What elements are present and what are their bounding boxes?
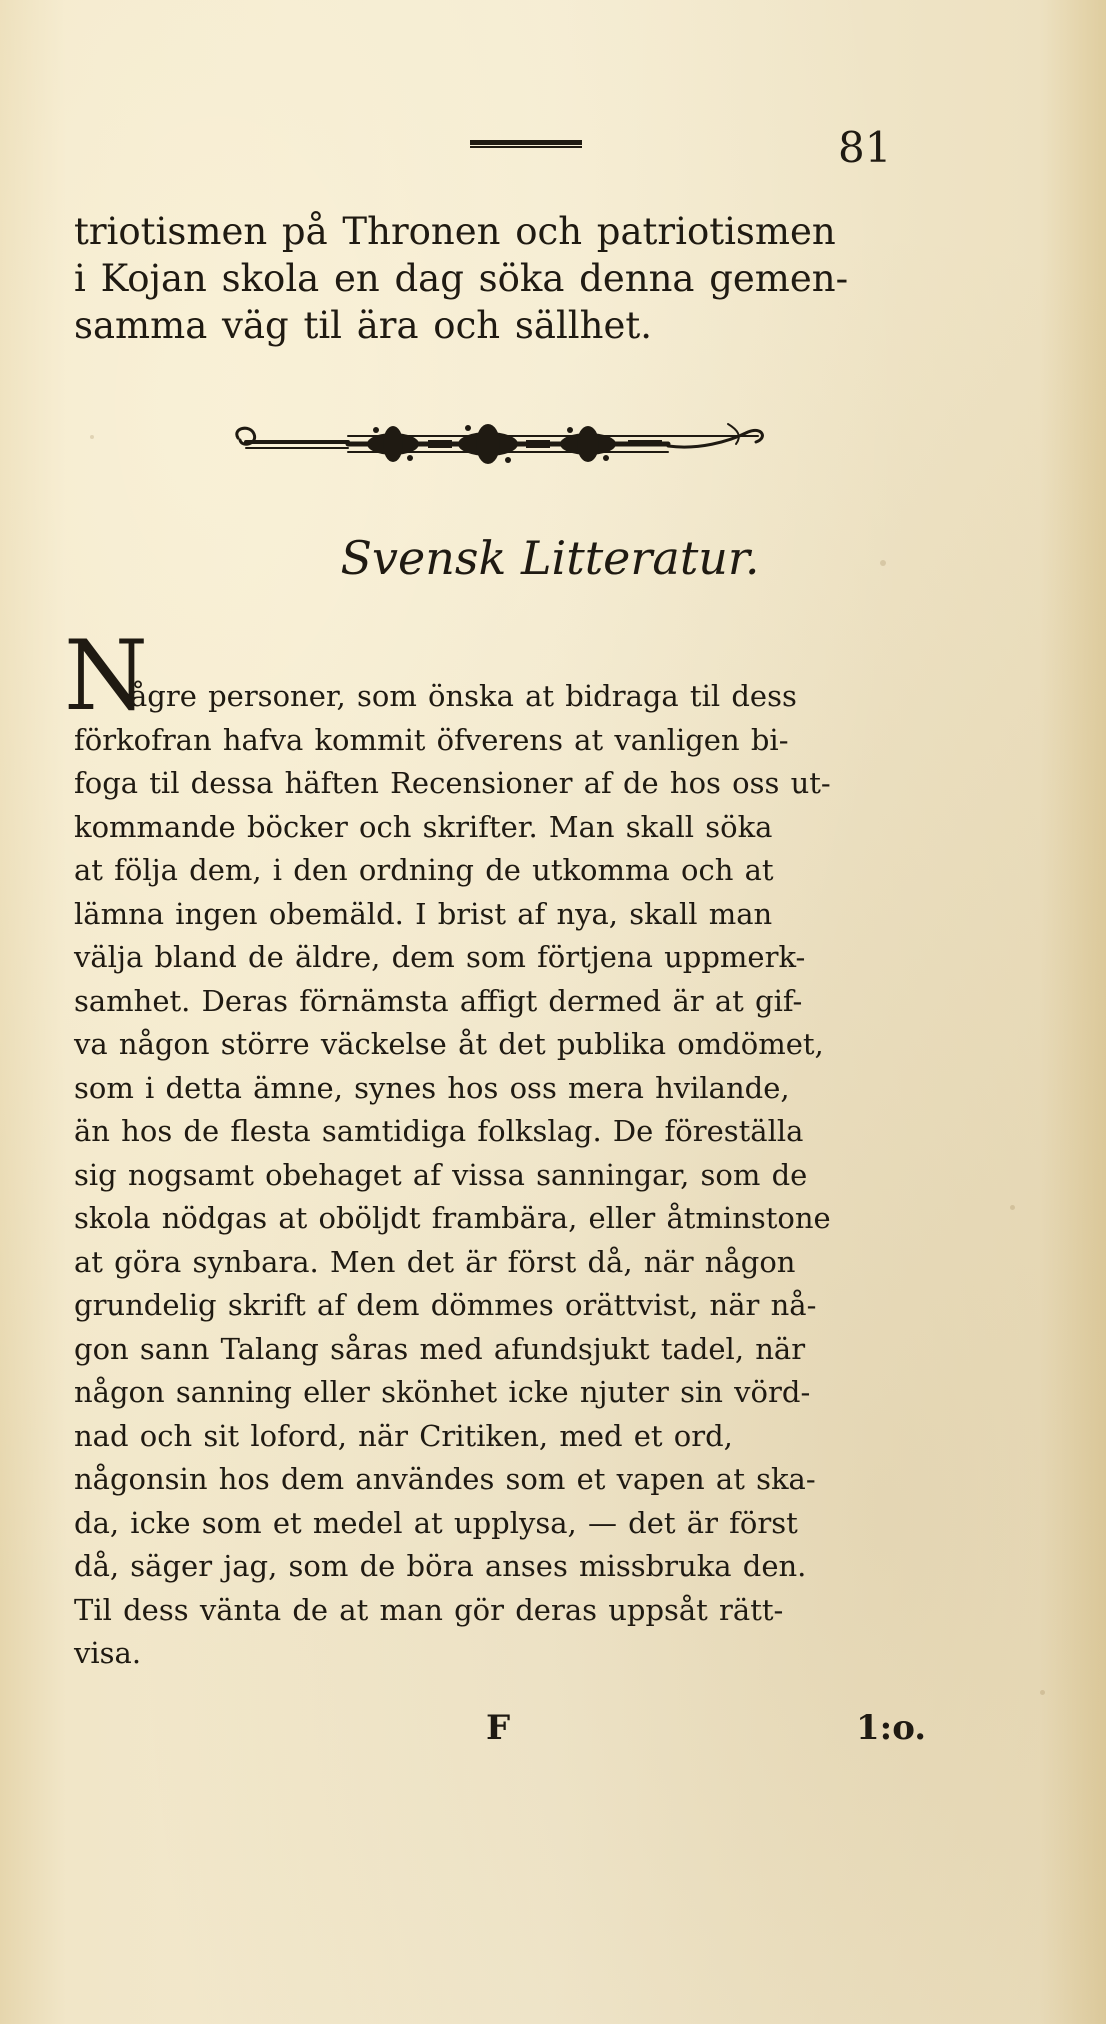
text-line: triotismen på Thronen och patriotismen	[74, 210, 836, 253]
body-paragraph	[74, 675, 954, 1676]
text-line: som i detta ämne, synes hos oss mera hvilande,	[74, 1070, 790, 1105]
text-line: än hos de flesta samtidiga folkslag. De föreställa	[74, 1114, 804, 1148]
paper-stain	[1010, 1205, 1015, 1210]
signature-mark: F	[486, 1708, 511, 1748]
text-line: foga til dessa häften Recensioner af de hos oss ut-	[74, 766, 831, 800]
text-line: at följa dem, i den ordning de utkomma och at	[74, 853, 774, 887]
text-line: i Kojan skola en dag söka denna gemen-	[74, 257, 849, 300]
text-line: visa.	[74, 1636, 142, 1670]
catchword: 1:o.	[856, 1708, 927, 1748]
text-line: gon sann Talang såras med afundsjukt tadel, när	[74, 1331, 806, 1366]
text-line: da, icke som et medel at upplysa, — det är först	[74, 1505, 798, 1540]
intro-paragraph	[74, 208, 848, 349]
text-line: någon sanning eller skönhet icke njuter sin vörd-	[74, 1375, 811, 1409]
text-line: förkofran hafva kommit öfverens at vanligen bi-	[74, 722, 789, 757]
text-line: lämna ingen obemäld. I brist af nya, skall man	[74, 896, 773, 931]
decorative-divider	[228, 418, 778, 468]
text-line: samma väg til ära och sällhet.	[74, 304, 652, 347]
text-line: at göra synbara. Men det är först då, när någon	[74, 1244, 796, 1279]
text-line: då, säger jag, som de böra anses missbruka den.	[74, 1549, 807, 1583]
header-rule	[470, 140, 582, 148]
section-heading: Svensk Litteratur.	[340, 531, 760, 585]
text-line: Til dess vänta de at man gör deras uppsåt rätt-	[74, 1592, 784, 1627]
paper-stain	[90, 435, 94, 439]
paper-stain	[1040, 1690, 1045, 1695]
text-line: sig nogsamt obehaget af vissa sanningar, som de	[74, 1157, 808, 1192]
text-line: kommande böcker och skrifter. Man skall söka	[74, 809, 773, 844]
text-line: välja bland de äldre, dem som förtjena uppmerk-	[74, 940, 806, 974]
text-line: nad och sit loford, när Critiken, med et ord,	[74, 1418, 733, 1453]
text-line: samhet. Deras förnämsta affigt dermed är at gif-	[74, 983, 803, 1018]
text-line: grundelig skrift af dem dömmes orättvist, när nå-	[74, 1288, 817, 1322]
text-line: skola nödgas at oböljdt frambära, eller åtminstone	[74, 1201, 831, 1235]
text-line: ågre personer, som önska at bidraga til dess	[130, 679, 797, 713]
text-line: någonsin hos dem användes som et vapen at ska-	[74, 1462, 816, 1496]
page-number: 81	[838, 123, 892, 172]
paper-stain	[880, 560, 886, 566]
text-line: va någon större väckelse åt det publika omdömet,	[74, 1027, 824, 1061]
drop-cap: N	[64, 620, 148, 732]
